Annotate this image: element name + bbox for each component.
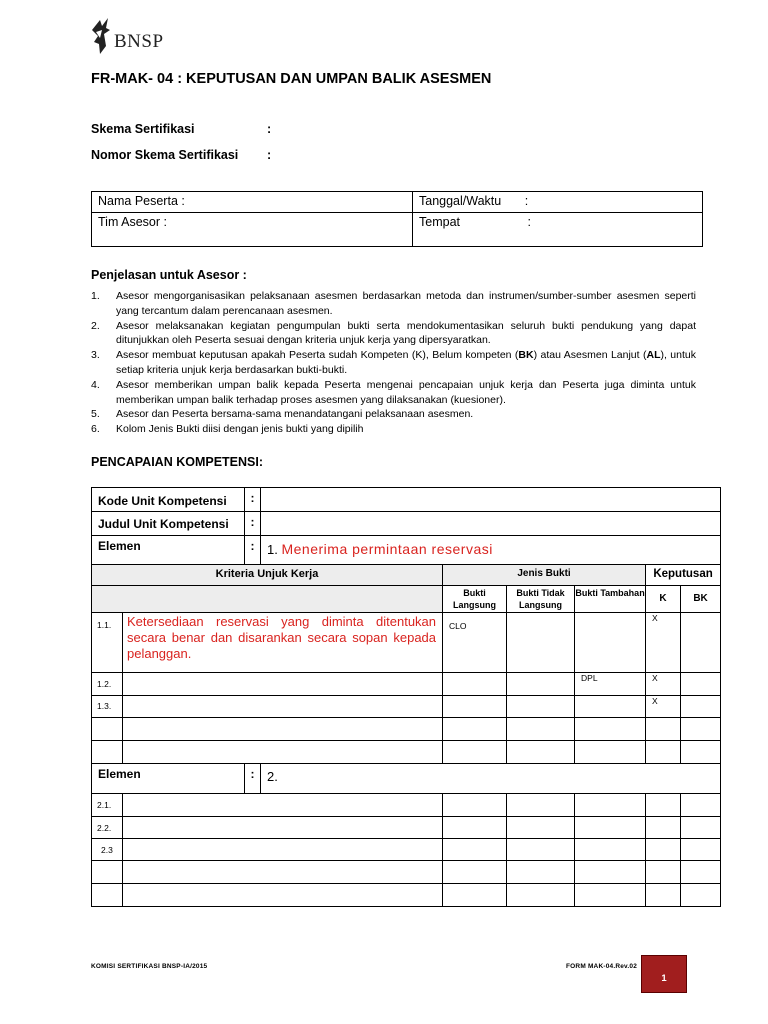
kuk-number (92, 741, 123, 764)
bukti-tidak-langsung-cell[interactable] (507, 718, 575, 741)
bnsp-logo (90, 14, 164, 56)
kuk-text-cell[interactable] (123, 673, 443, 696)
kuk-number (92, 718, 123, 741)
table-row (92, 884, 721, 907)
penjelasan-item (91, 422, 696, 437)
table-row (92, 696, 721, 718)
bukti-langsung-cell[interactable] (443, 817, 507, 839)
skema-sertifikasi-row (91, 122, 272, 136)
bukti-langsung-cell[interactable] (443, 673, 507, 696)
judul-unit-value[interactable] (261, 512, 721, 536)
item-number: 2. (91, 319, 100, 332)
jenis-bukti-header-text: Jenis Bukti (517, 568, 571, 579)
kode-unit-label-cell (92, 488, 245, 512)
judul-unit-label: Judul Unit Kompetensi (98, 517, 229, 531)
item-number: 3. (91, 349, 100, 362)
kuk-number-text: 2.1. (97, 800, 112, 810)
bukti-langsung-cell[interactable] (443, 718, 507, 741)
bukti-tambahan-cell[interactable] (575, 613, 646, 673)
colon: : (250, 539, 255, 553)
item-number: 1. (91, 290, 100, 302)
elemen-label-cell (92, 536, 245, 565)
table-row (92, 673, 721, 696)
item-text: Asesor dan Peserta bersama-sama menandatangani pelaksanaan asesmen. (116, 408, 474, 421)
kuk-text-cell[interactable] (123, 861, 443, 884)
nomor-skema-row (91, 148, 272, 162)
bukti-tambahan-header (575, 586, 646, 613)
bukti-tidak-langsung-cell[interactable] (507, 741, 575, 764)
bk-cell[interactable] (681, 817, 721, 839)
kompetensi-table (91, 487, 721, 907)
bukti-tidak-langsung-cell[interactable] (507, 673, 575, 696)
item-text: Asesor mengorganisasikan pelaksanaan asesmen berdasarkan metoda dan instrumen/sumber-sumber asesmen seperti yang tercantum dalam perencanaan asesmen. (116, 290, 696, 317)
elemen-title: Menerima permintaan reservasi (281, 541, 493, 557)
bukti-langsung-cell[interactable] (443, 839, 507, 861)
tempat-cell[interactable] (413, 213, 703, 247)
nomor-skema-label: Nomor Skema Sertifikasi (91, 148, 239, 162)
bk-cell[interactable] (681, 696, 721, 718)
kuk-number (92, 884, 123, 907)
tim-asesor-cell[interactable] (92, 213, 413, 247)
bukti-tidak-langsung-cell[interactable] (507, 817, 575, 839)
elemen-label-cell (92, 764, 245, 794)
bukti-tidak-langsung-cell[interactable] (507, 861, 575, 884)
kuk-text-cell[interactable] (123, 741, 443, 764)
kuk-text-cell[interactable] (123, 817, 443, 839)
bukti-tambahan-cell[interactable] (575, 794, 646, 817)
k-cell[interactable] (646, 884, 681, 907)
kuk-number (92, 673, 123, 696)
kuk-text-cell[interactable] (123, 718, 443, 741)
k-cell[interactable] (646, 718, 681, 741)
elemen-2-value[interactable] (261, 764, 721, 794)
kuk-number (92, 839, 123, 861)
item-text: Asesor melaksanakan kegiatan pengumpulan bukti serta mendokumentasikan seluruh bukti pendukung yang dapat ditunjukkan oleh Peserta sesuai dengan kriteria unjuk kerja yang dipersyaratkan. (116, 319, 696, 347)
colon: : (250, 767, 255, 781)
penjelasan-item (91, 319, 696, 349)
elemen-1-value[interactable] (261, 536, 721, 565)
kuk-number-text: 2.2. (97, 823, 112, 833)
bukti-tambahan-cell[interactable] (575, 839, 646, 861)
penjelasan-item (91, 378, 696, 408)
skema-colon: : (267, 122, 272, 136)
item-number: 5. (91, 408, 100, 421)
tim-asesor-label: Tim Asesor : (98, 215, 167, 229)
bukti-tidak-langsung-cell[interactable] (507, 696, 575, 718)
bukti-tambahan-cell[interactable] (575, 696, 646, 718)
nama-peserta-label: Nama Peserta : (98, 194, 185, 208)
item-bold: BK (518, 349, 534, 362)
item-number: 4. (91, 378, 100, 391)
bk-cell[interactable] (681, 861, 721, 884)
item-text: Kolom Jenis Bukti diisi dengan jenis bukti yang dipilih (116, 423, 364, 436)
colon: : (250, 491, 255, 505)
keputusan-header-text: Keputusan (653, 568, 713, 580)
kuk-number (92, 817, 123, 839)
kuk-text-cell[interactable] (123, 696, 443, 718)
table-row (92, 741, 721, 764)
kuk-number (92, 696, 123, 718)
elemen-label: Elemen (98, 767, 141, 781)
page-number-badge (641, 955, 687, 993)
bk-header (681, 586, 721, 613)
kuk-number (92, 613, 123, 673)
k-cell[interactable] (646, 794, 681, 817)
bukti-langsung-cell[interactable] (443, 613, 507, 673)
bukti-langsung-value: CLO (449, 621, 467, 631)
page-number: 1 (661, 973, 667, 984)
k-cell[interactable] (646, 613, 681, 673)
item-bold: AL (646, 349, 661, 362)
bk-cell[interactable] (681, 613, 721, 673)
bukti-tidak-langsung-text: Bukti Tidak Langsung (516, 588, 565, 610)
table-row (92, 613, 721, 673)
k-cell[interactable] (646, 839, 681, 861)
kuk-text-cell[interactable] (123, 884, 443, 907)
bukti-tidak-langsung-cell[interactable] (507, 794, 575, 817)
bukti-tambahan-text: Bukti Tambahan (575, 588, 645, 598)
colon-cell (245, 536, 261, 565)
bk-cell[interactable] (681, 794, 721, 817)
kuk-header (92, 565, 443, 586)
table-row (92, 817, 721, 839)
colon-cell (245, 488, 261, 512)
tanggal-waktu-label: Tanggal/Waktu (419, 194, 502, 208)
bk-cell[interactable] (681, 839, 721, 861)
penjelasan-title: Penjelasan untuk Asesor : (91, 268, 247, 282)
elemen-label: Elemen (98, 539, 141, 553)
penjelasan-item (91, 407, 696, 422)
kuk-text: Ketersediaan reservasi yang diminta ditentukan secara benar dan disarankan secara sopan kepada pelanggan. (127, 614, 437, 661)
kuk-number-text: 1.2. (97, 679, 112, 689)
bukti-tambahan-cell[interactable] (575, 718, 646, 741)
table-row (92, 794, 721, 817)
elemen-number: 2. (267, 769, 278, 784)
bukti-tidak-langsung-cell[interactable] (507, 613, 575, 673)
item-number: 6. (91, 423, 100, 436)
k-cell[interactable] (646, 861, 681, 884)
kuk-text-cell[interactable] (123, 839, 443, 861)
bukti-tambahan-cell[interactable] (575, 741, 646, 764)
bukti-tambahan-value: DPL (581, 673, 598, 683)
bukti-tidak-langsung-cell[interactable] (507, 884, 575, 907)
bukti-langsung-cell[interactable] (443, 794, 507, 817)
footer-left: KOMISI SERTIFIKASI BNSP-IA/2015 (91, 963, 208, 970)
bukti-tambahan-cell[interactable] (575, 861, 646, 884)
jenis-bukti-header (443, 565, 646, 586)
kuk-text-cell[interactable] (123, 794, 443, 817)
bk-cell[interactable] (681, 673, 721, 696)
kuk-number (92, 861, 123, 884)
logo-text: BNSP (114, 31, 164, 52)
table-row (92, 839, 721, 861)
kuk-number-text: 1.1. (97, 620, 112, 630)
k-cell[interactable] (646, 817, 681, 839)
bukti-tambahan-cell[interactable] (575, 817, 646, 839)
penjelasan-list (91, 289, 696, 437)
k-cell[interactable] (646, 673, 681, 696)
penjelasan-item (91, 289, 696, 319)
kuk-number-text: 2.3 (101, 845, 113, 855)
bukti-langsung-cell[interactable] (443, 861, 507, 884)
k-text: K (659, 593, 667, 604)
table-row (92, 718, 721, 741)
pencapaian-title: PENCAPAIAN KOMPETENSI: (91, 455, 264, 469)
tanggal-waktu-cell[interactable] (413, 192, 703, 213)
judul-unit-label-cell (92, 512, 245, 536)
tempat-colon: : (527, 215, 531, 229)
skema-label: Skema Sertifikasi (91, 122, 195, 136)
k-cell[interactable] (646, 696, 681, 718)
bukti-tidak-langsung-cell[interactable] (507, 839, 575, 861)
item-text: ) atau Asesmen Lanjut ( (533, 349, 647, 362)
bukti-langsung-cell[interactable] (443, 741, 507, 764)
bukti-langsung-cell[interactable] (443, 884, 507, 907)
eagle-emblem-icon (90, 16, 112, 56)
tempat-label: Tempat (419, 215, 460, 229)
k-cell[interactable] (646, 741, 681, 764)
colon-cell (245, 764, 261, 794)
bukti-tambahan-cell[interactable] (575, 884, 646, 907)
kode-unit-value[interactable] (261, 488, 721, 512)
k-value: X (652, 613, 658, 623)
elemen-number: 1. (267, 542, 278, 557)
bukti-langsung-cell[interactable] (443, 696, 507, 718)
kode-unit-label: Kode Unit Kompetensi (98, 494, 227, 508)
kuk-text-cell[interactable] (123, 613, 443, 673)
k-header (646, 586, 681, 613)
colon-cell (245, 512, 261, 536)
kuk-subheader-blank (92, 586, 443, 613)
bk-cell[interactable] (681, 718, 721, 741)
bk-cell[interactable] (681, 741, 721, 764)
info-table (91, 191, 703, 247)
keputusan-header (646, 565, 721, 586)
colon: : (250, 515, 255, 529)
nomor-skema-colon: : (267, 148, 272, 162)
item-text: ), untuk setiap kriteria unjuk kerja berdasarkan bukti-bukti. (116, 349, 696, 376)
form-title: FR-MAK- 04 : KEPUTUSAN DAN UMPAN BALIK ASESMEN (91, 71, 492, 87)
kuk-number (92, 794, 123, 817)
bukti-langsung-text: Bukti Langsung (453, 588, 497, 610)
bukti-tambahan-cell[interactable] (575, 673, 646, 696)
bk-cell[interactable] (681, 884, 721, 907)
bukti-tidak-langsung-header (507, 586, 575, 613)
penjelasan-item (91, 348, 696, 378)
kuk-number-text: 1.3. (97, 701, 112, 711)
table-row (92, 861, 721, 884)
footer-right: FORM MAK-04.Rev.02 (566, 963, 638, 970)
k-value: X (652, 696, 658, 706)
tanggal-colon: : (524, 194, 529, 208)
item-text: Asesor membuat keputusan apakah Peserta sudah Kompeten (K), Belum kompeten ( (116, 349, 519, 362)
bukti-langsung-header (443, 586, 507, 613)
kuk-header-text: Kriteria Unjuk Kerja (215, 568, 319, 580)
nama-peserta-cell[interactable] (92, 192, 413, 213)
k-value: X (652, 673, 658, 683)
bk-text: BK (693, 593, 708, 604)
item-text: Asesor memberikan umpan balik kepada Peserta mengenai pencapaian unjuk kerja dan Peserta juga diminta untuk memberikan umpan balik terhadap proses asesmen yang dilaksanakan (kuesioner). (116, 378, 696, 406)
